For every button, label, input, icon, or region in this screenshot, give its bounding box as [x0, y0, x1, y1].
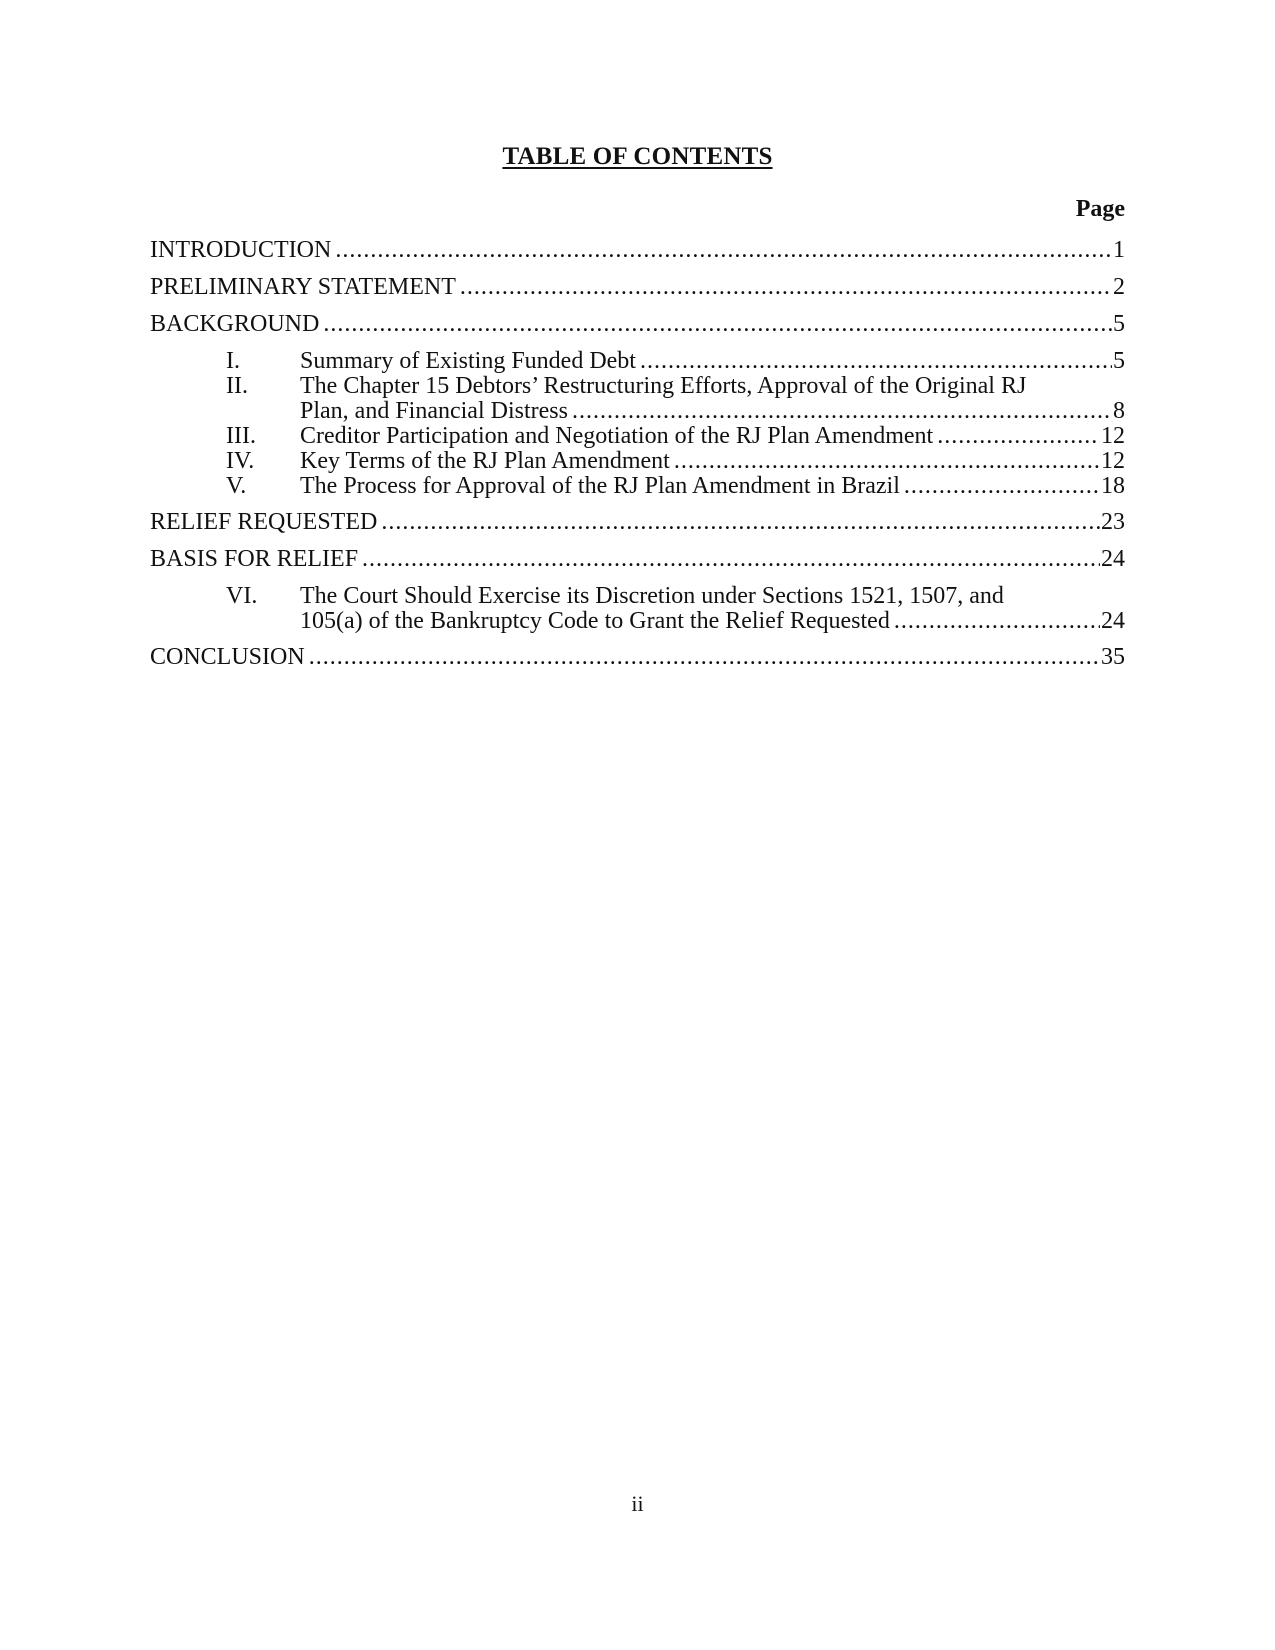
- toc-subentry-page: 8: [1113, 398, 1125, 424]
- toc-subentry-page: 24: [1101, 608, 1125, 634]
- toc-subentry-page: 5: [1113, 348, 1125, 374]
- toc-subentry-ii[interactable]: [150, 374, 1125, 424]
- toc-entry-basis-for-relief[interactable]: [150, 547, 1125, 572]
- dot-leader: [460, 275, 1112, 300]
- toc-subentry-title: The Process for Approval of the RJ Plan Amendment in Brazil: [300, 473, 900, 499]
- page-column-header: Page: [1075, 196, 1125, 222]
- toc-entry-page: 35: [1101, 644, 1125, 670]
- toc-entry-page: 5: [1113, 311, 1125, 337]
- toc-entry-page: 1: [1113, 237, 1125, 263]
- toc-entry-title: BASIS FOR RELIEF: [150, 546, 359, 572]
- toc-entry-page: 2: [1113, 274, 1125, 300]
- section-number: IV.: [226, 448, 255, 474]
- dot-leader: [674, 449, 1100, 474]
- toc-subentry-title-line2: Plan, and Financial Distress: [300, 398, 568, 424]
- toc-subentry-page: 12: [1101, 423, 1125, 449]
- toc-subentry-title: Summary of Existing Funded Debt: [300, 348, 636, 374]
- toc-subentry-page: 18: [1101, 473, 1125, 499]
- dot-leader: [323, 312, 1112, 337]
- footer-page-number: ii: [631, 1491, 644, 1516]
- dot-leader: [894, 609, 1100, 634]
- dot-leader: [640, 349, 1112, 374]
- background-subsections: [150, 349, 1125, 499]
- toc-entry-page: 24: [1101, 546, 1125, 572]
- page-title: TABLE OF CONTENTS: [502, 143, 773, 170]
- toc-entry-title: INTRODUCTION: [150, 237, 332, 263]
- toc-subentry-i[interactable]: [150, 349, 1125, 374]
- section-number: III.: [226, 423, 256, 449]
- section-number: II.: [226, 373, 248, 399]
- dot-leader: [572, 399, 1112, 424]
- dot-leader: [362, 547, 1100, 572]
- toc-entry-page: 23: [1101, 509, 1125, 535]
- toc-subentry-page: 12: [1101, 448, 1125, 474]
- toc-subentry-vi[interactable]: [150, 584, 1125, 634]
- section-number: VI.: [226, 583, 258, 609]
- toc-subentry-iii[interactable]: [150, 424, 1125, 449]
- toc-entry-conclusion[interactable]: [150, 645, 1125, 670]
- toc-entry-title: BACKGROUND: [150, 311, 320, 337]
- toc-entry-relief-requested[interactable]: [150, 510, 1125, 535]
- basis-for-relief-subsections: [150, 584, 1125, 634]
- toc-entry-title: PRELIMINARY STATEMENT: [150, 274, 456, 300]
- toc-entry-introduction[interactable]: [150, 238, 1125, 263]
- toc-subentry-title: Creditor Participation and Negotiation of the RJ Plan Amendment: [300, 423, 934, 449]
- dot-leader: [381, 510, 1100, 535]
- section-number: I.: [226, 348, 240, 374]
- toc-entry-title: RELIEF REQUESTED: [150, 509, 378, 535]
- dot-leader: [904, 474, 1100, 499]
- toc-entry-title: CONCLUSION: [150, 644, 305, 670]
- toc-entry-background[interactable]: [150, 312, 1125, 337]
- table-of-contents: [150, 238, 1125, 682]
- dot-leader: [335, 238, 1112, 263]
- toc-subentry-title-line2: 105(a) of the Bankruptcy Code to Grant the Relief Requested: [300, 608, 890, 634]
- toc-subentry-title-line1: The Court Should Exercise its Discretion under Sections 1521, 1507, and: [300, 583, 1004, 609]
- toc-subentry-title-line1: The Chapter 15 Debtors’ Restructuring Efforts, Approval of the Original RJ: [300, 373, 1027, 399]
- toc-subentry-v[interactable]: [150, 474, 1125, 499]
- dot-leader: [937, 424, 1100, 449]
- toc-subentry-iv[interactable]: [150, 449, 1125, 474]
- toc-entry-preliminary-statement[interactable]: [150, 275, 1125, 300]
- section-number: V.: [226, 473, 247, 499]
- toc-subentry-title: Key Terms of the RJ Plan Amendment: [300, 448, 670, 474]
- dot-leader: [309, 645, 1100, 670]
